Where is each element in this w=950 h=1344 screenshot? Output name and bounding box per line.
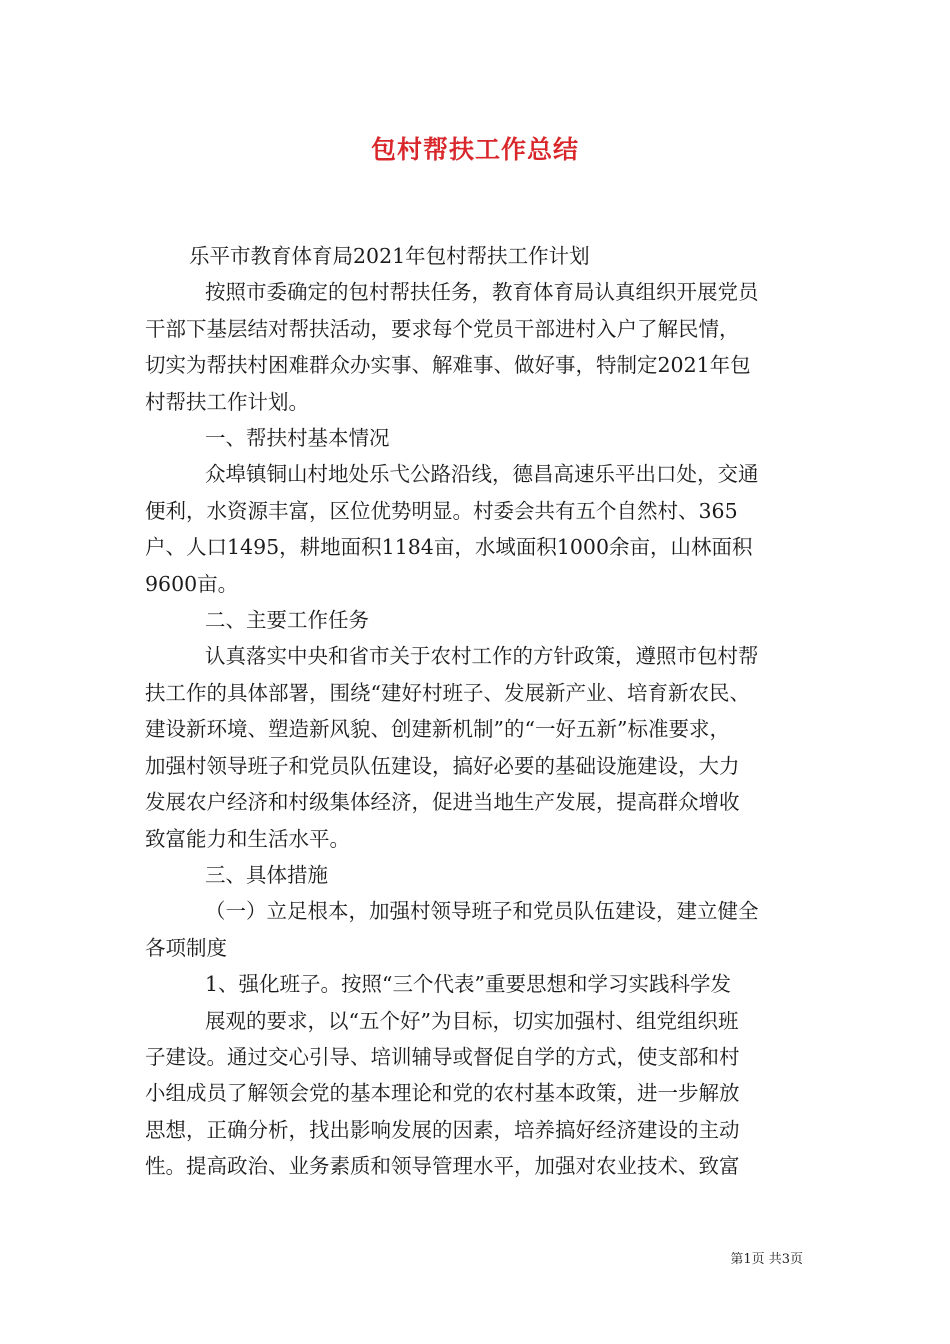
paragraph-line: 性。提高政治、业务素质和领导管理水平，加强对农业技术、致富 [145,1154,740,1179]
subtitle-line: 乐平市教育体育局2021年包村帮扶工作计划 [189,244,590,268]
paragraph-line: 干部下基层结对帮扶活动，要求每个党员干部进村入户了解民情， [145,316,740,341]
paragraph-line: 致富能力和生活水平。 [145,826,350,851]
paragraph-line: 认真落实中央和省市关于农村工作的方针政策，遵照市包村帮 [205,644,759,669]
section-heading: 三、具体措施 [205,862,328,887]
document-body [145,238,810,1185]
paragraph-line: 思想，正确分析，找出影响发展的因素，培养搞好经济建设的主动 [145,1117,740,1142]
paragraph-line: 村帮扶工作计划。 [145,389,309,414]
paragraph-line: 建设新环境、塑造新风貌、创建新机制”的“一好五新”标准要求， [145,717,730,742]
paragraph-line: 切实为帮扶村困难群众办实事、解难事、做好事，特制定2021年包 [145,353,751,378]
paragraph-line: 发展农户经济和村级集体经济，促进当地生产发展，提高群众增收 [145,790,740,815]
subsection-heading: 各项制度 [145,935,227,960]
paragraph-line: 扶工作的具体部署，围绕“建好村班子、发展新产业、培育新农民、 [145,680,750,705]
paragraph-line: 加强村领导班子和党员队伍建设，搞好必要的基础设施建设，大力 [145,753,740,778]
paragraph-line: 小组成员了解领会党的基本理论和党的农村基本政策，进一步解放 [145,1081,740,1106]
paragraph-line: 户、人口1495，耕地面积1184亩，水域面积1000余亩，山林面积 [145,535,753,560]
section-heading: 二、主要工作任务 [205,608,369,633]
paragraph-line: 展观的要求，以“五个好”为目标，切实加强村、组党组织班 [205,1008,739,1033]
page-number: 第1页 共3页 [730,1252,803,1267]
paragraph-line: 子建设。通过交心引导、培训辅导或督促自学的方式，使支部和村 [145,1044,740,1069]
paragraph-line: 众埠镇铜山村地处乐弋公路沿线，德昌高速乐平出口处，交通 [205,462,759,487]
subsection-heading: （一）立足根本，加强村领导班子和党员队伍建设，建立健全 [205,899,759,924]
paragraph-line: 9600亩。 [145,571,239,596]
paragraph-line: 便利，水资源丰富，区位优势明显。村委会共有五个自然村、365 [145,498,738,523]
document-title: 包村帮扶工作总结 [370,135,579,164]
paragraph-line: 1、强化班子。按照“三个代表”重要思想和学习实践科学发 [205,972,732,997]
section-heading: 一、帮扶村基本情况 [205,426,390,451]
paragraph-line: 按照市委确定的包村帮扶任务，教育体育局认真组织开展党员 [205,280,759,305]
